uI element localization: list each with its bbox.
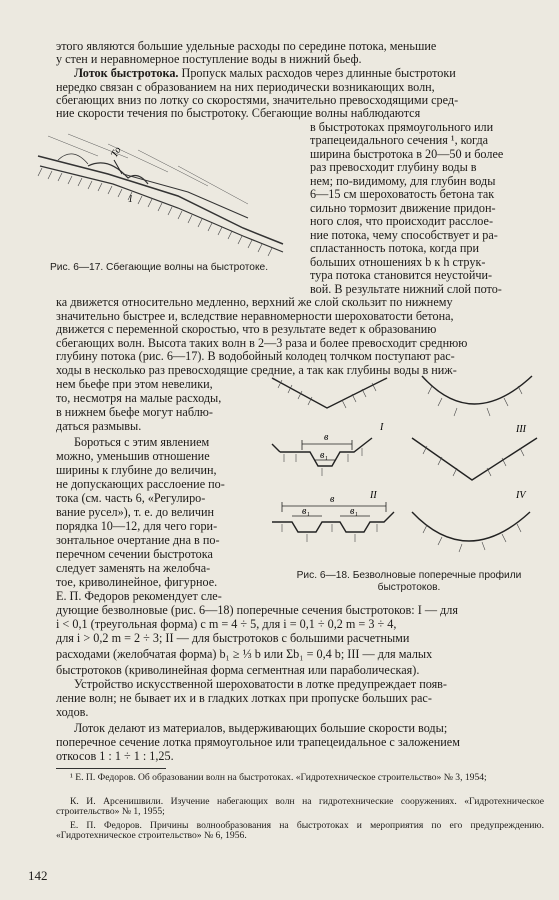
- section-heading: Лоток быстротока.: [74, 66, 179, 80]
- profile-label-II: II: [370, 490, 377, 501]
- profile-label-III: III: [516, 424, 526, 435]
- text-line: ка движется относительно медленно, верхний же слой скользит по нижнему: [56, 295, 453, 309]
- text-line: глубину потока (рис. 6—17). В водобойный колодец толчком поступают рас-: [56, 349, 455, 363]
- dim-label-b1: в₁: [302, 506, 310, 517]
- footnote: Е. П. Федоров. Причины волнообразования на быстротоках и мероприятия по его предупреждению. «Гидротехническое строительство» № 6, 1956.: [56, 820, 544, 842]
- svg-text:1: 1: [128, 194, 133, 205]
- text-line: ходов.: [56, 705, 89, 719]
- text-span: Пропуск малых расходов через длинные быстротоки: [178, 66, 456, 80]
- text-line: то, несмотря на малые расходы,: [56, 391, 222, 405]
- text-line: вание русел»), т. е. до величин: [56, 505, 215, 519]
- text-line: сбегающих вниз по лотку со скоростями, значительно превосходящими сред-: [56, 93, 459, 107]
- text-line: зонтальное очертание дна в по-: [56, 533, 220, 547]
- page-number: 142: [28, 868, 48, 883]
- text-line: вой. В результате нижний слой пото-: [310, 282, 502, 296]
- text-line: ние скорости течения по быстротоку. Сбегающие волны наблюдаются: [56, 106, 421, 120]
- text-line: нем; по-видимому, для глубин воды: [310, 174, 496, 188]
- text-line: тока (см. часть 6, «Регулиро-: [56, 491, 206, 505]
- text-line: движется с переменной скоростью, что в результате ведет к образованию: [56, 322, 437, 336]
- text-line: нередко связан с образованием на них периодически возникающих волн,: [56, 80, 435, 94]
- figure-caption: Рис. 6—17. Сбегающие волны на быстротоке.: [49, 262, 269, 273]
- text-line: расходами (желобчатая форма) b₁ ≥ ⅓ b или Σb₁ = 0,4 b; III — для малых: [56, 647, 433, 661]
- figure-caption: Рис. 6—18. Безволновые поперечные профили быстротоков.: [296, 570, 522, 593]
- text-line: i < 0,1 (треугольная форма) с m = 4 ÷ 5, для i = 0,1 ÷ 0,2 m = 3 ÷ 4,: [56, 617, 397, 631]
- text-line: ширина быстротока в 20—50 и более: [310, 147, 504, 161]
- text-line: этого являются большие удельные расходы по середине потока, меньшие: [56, 39, 437, 53]
- text-line: у стен и неравномерное поступление воды в нижний бьеф.: [56, 52, 362, 66]
- text-line: поперечное сечение лотка прямоугольное или трапецеидальное с заложением: [56, 735, 460, 749]
- figure-label: То: [109, 145, 124, 160]
- text-line: ние потока, чему способствует и ра-: [310, 228, 498, 242]
- footnote-rule: [56, 768, 166, 769]
- figure-6-18: [262, 370, 552, 570]
- text-line: дующие безволновые (рис. 6—18) поперечные сечения быстротоков: I — для: [56, 603, 458, 617]
- text-line: спластанность потока, когда при: [310, 241, 480, 255]
- dim-label-b1: в₁: [350, 506, 358, 517]
- text-line: раз превосходит глубину воды в: [310, 160, 477, 174]
- text-line: значительно быстрее и, вследствие неравномерности шероховатости бетона,: [56, 309, 454, 323]
- text-line: быстротоков (криволинейная форма сегментная или параболическая).: [56, 663, 420, 677]
- text-line: тое, криволинейное, фигурное.: [56, 575, 218, 589]
- text-line: сильно тормозит движение придон-: [310, 201, 496, 215]
- profile-label-IV: IV: [516, 490, 526, 501]
- text-line: сбегающих волн. Высота таких волн в 2—3 раза и более превосходит среднюю: [56, 336, 468, 350]
- footnote: ¹ Е. П. Федоров. Об образовании волн на быстротоках. «Гидротехническое строительство» № 3, 1954;: [70, 772, 487, 783]
- dim-label-b1: в₁: [320, 450, 328, 461]
- profile-label-I: I: [380, 422, 384, 433]
- text-line: не допускающих расслоение по-: [56, 477, 225, 491]
- figure-6-17: [28, 126, 290, 258]
- text-line: порядка 10—12, для чего гори-: [56, 519, 218, 533]
- text-line: Е. П. Федоров рекомендует сле-: [56, 589, 222, 603]
- text-line: откосов 1 : 1 ÷ 1 : 1,25.: [56, 749, 174, 763]
- text-line: 6—15 см шероховатость бетона так: [310, 187, 495, 201]
- paragraph-start: [74, 67, 544, 80]
- text-line: Устройство искусственной шероховатости в лотке предупреждает появ-: [74, 677, 447, 691]
- text-line: ного слоя, что происходит расслое-: [310, 214, 494, 228]
- text-line: следует заменять на желобча-: [56, 561, 211, 575]
- text-line: нем бьефе при этом невелики,: [56, 377, 213, 391]
- text-line: трапецеидального сечения ¹, когда: [310, 133, 489, 147]
- text-line: больших отношениях b к h струк-: [310, 255, 486, 269]
- text-line: Лоток делают из материалов, выдерживающих большие скорости воды;: [74, 721, 448, 735]
- text-line: в быстротоках прямоугольного или: [310, 120, 494, 134]
- dim-label-b: в: [324, 432, 329, 443]
- text-line: ходы в несколько раз превосходящие средние, а так как глубины воды в ниж-: [56, 363, 457, 377]
- text-line: ление волн; не бывает их и в гладких лотках при пропуске больших рас-: [56, 691, 432, 705]
- footnote: К. И. Арсенишвили. Изучение набегающих волн на гидротехнические сооружениях. «Гидротехническое строительство» № 1, 1955;: [56, 796, 544, 818]
- dim-label-b: в: [330, 494, 335, 505]
- text-line: даться размывы.: [56, 419, 142, 433]
- text-line: ширины к глубине до величин,: [56, 463, 217, 477]
- text-line: перечном сечении быстротока: [56, 547, 213, 561]
- text-line: в нижнем бьефе могут наблю-: [56, 405, 213, 419]
- text-line: для i > 0,2 m = 2 ÷ 3; II — для быстротоков с большими расчетными: [56, 631, 410, 645]
- text-line: Бороться с этим явлением: [74, 435, 210, 449]
- text-line: тура потока становится неустойчи-: [310, 268, 493, 282]
- text-line: можно, уменьшив отношение: [56, 449, 210, 463]
